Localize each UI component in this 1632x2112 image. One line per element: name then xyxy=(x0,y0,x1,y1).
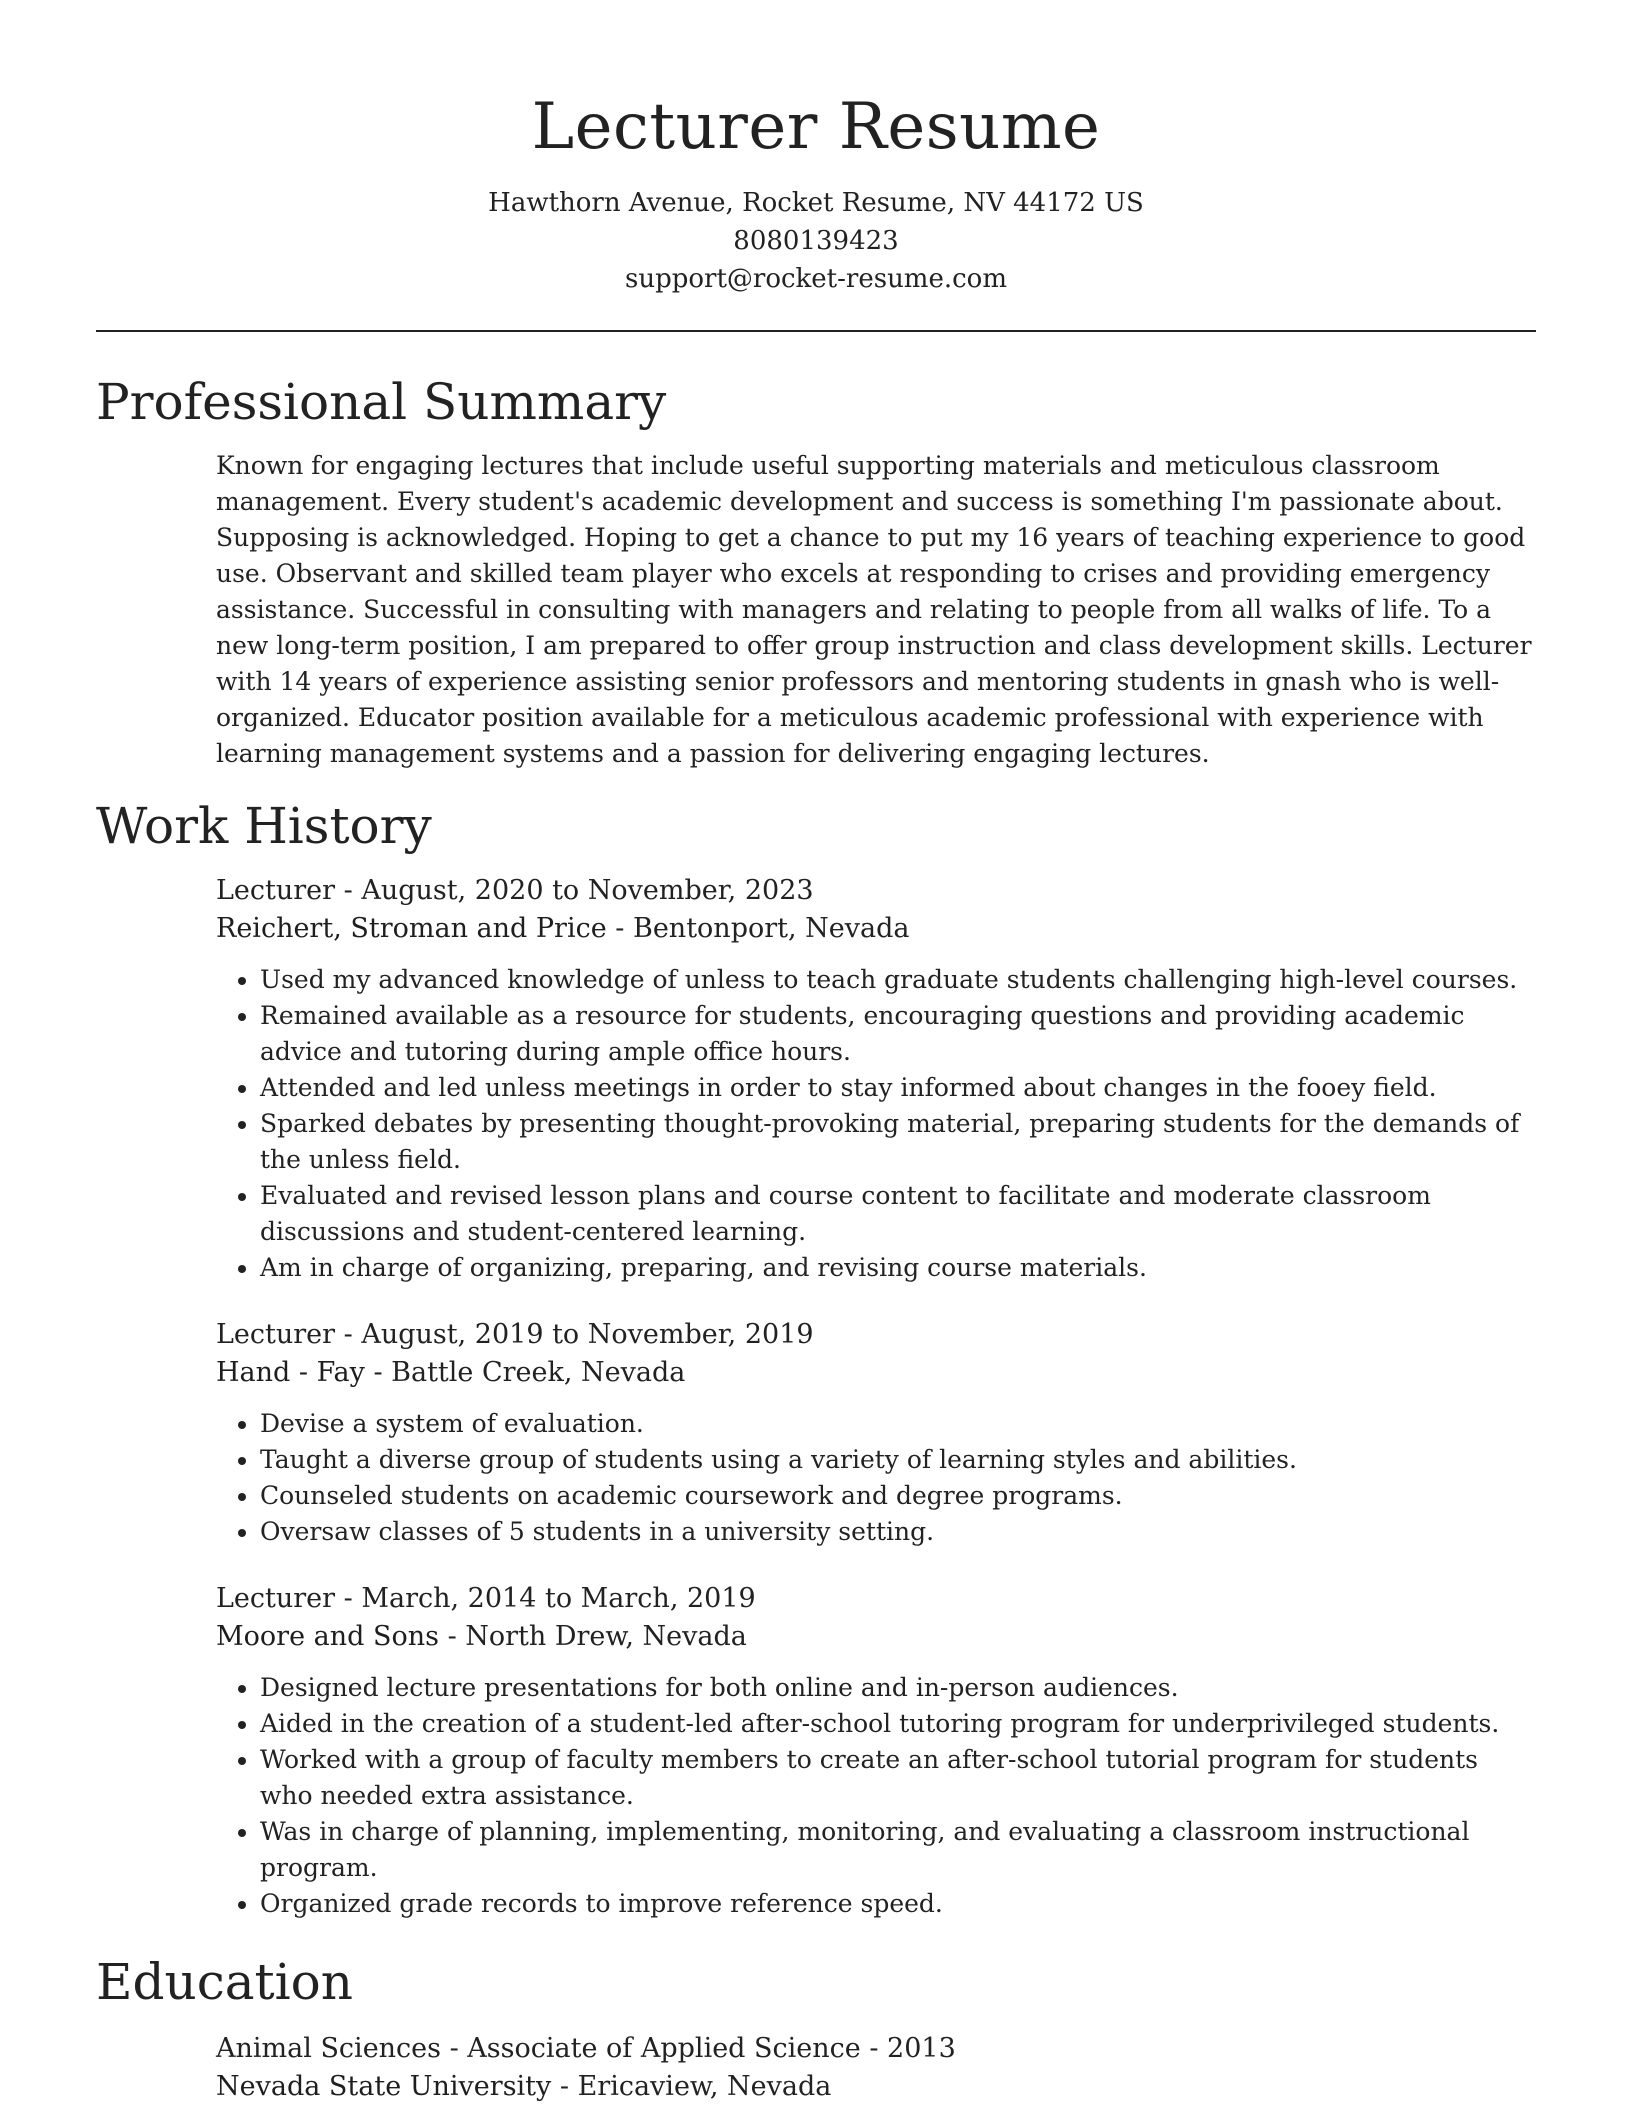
job-bullet: • Am in charge of organizing, preparing, and revising course materials. xyxy=(260,1250,1536,1286)
job-bullet: • Worked with a group of faculty members to create an after-school tutorial program for students who needed extra assistance. xyxy=(260,1742,1536,1814)
job-location: - North Drew, Nevada xyxy=(438,1621,747,1652)
job-entry xyxy=(216,1316,1536,1550)
header-divider xyxy=(96,330,1536,332)
job-bullet: • Sparked debates by presenting thought-provoking material, preparing students for the demands of the unless field. xyxy=(260,1106,1536,1178)
job-company-line xyxy=(216,1354,1536,1392)
work-history-heading: Work History xyxy=(96,797,432,855)
education-school: Nevada State University xyxy=(216,2071,552,2102)
job-bullet: • Oversaw classes of 5 students in a university setting. xyxy=(260,1514,1536,1550)
contact-block xyxy=(96,184,1536,298)
job-entry xyxy=(216,872,1536,1286)
job-bullet: • Remained available as a resource for students, encouraging questions and providing academic advice and tutoring during ample office hours. xyxy=(260,998,1536,1070)
summary-heading: Professional Summary xyxy=(96,373,667,431)
job-title-line: Lecturer - August, 2020 to November, 2023 xyxy=(216,875,814,906)
job-company: Moore and Sons xyxy=(216,1621,439,1652)
job-bullet: • Organized grade records to improve reference speed. xyxy=(260,1886,1536,1922)
job-company: Reichert, Stroman and Price xyxy=(216,913,607,944)
job-bullet: • Used my advanced knowledge of unless to teach graduate students challenging high-level courses. xyxy=(260,962,1536,998)
education-heading: Education xyxy=(96,1953,353,2011)
summary-section xyxy=(216,448,1536,772)
education-location: - Ericaview, Nevada xyxy=(551,2071,832,2102)
resume-header xyxy=(96,0,1536,298)
job-bullets xyxy=(216,962,1536,1286)
job-bullets xyxy=(216,1670,1536,1922)
job-title-line: Lecturer - March, 2014 to March, 2019 xyxy=(216,1583,756,1614)
contact-phone: 8080139423 xyxy=(733,226,899,256)
education-section xyxy=(216,2030,1536,2106)
contact-address: Hawthorn Avenue, Rocket Resume, NV 44172 US xyxy=(488,188,1144,218)
job-company: Hand - Fay xyxy=(216,1357,365,1388)
work-history-section xyxy=(216,872,1536,1922)
job-company-line xyxy=(216,910,1536,948)
education-school-line xyxy=(216,2068,1536,2106)
job-bullets xyxy=(216,1406,1536,1550)
job-bullet: • Devise a system of evaluation. xyxy=(260,1406,1536,1442)
job-bullet: • Counseled students on academic coursework and degree programs. xyxy=(260,1478,1536,1514)
job-bullet: • Attended and led unless meetings in order to stay informed about changes in the fooey field. xyxy=(260,1070,1536,1106)
job-location: - Bentonport, Nevada xyxy=(606,913,910,944)
job-bullet: • Designed lecture presentations for both online and in-person audiences. xyxy=(260,1670,1536,1706)
job-entry xyxy=(216,1580,1536,1922)
job-location: - Battle Creek, Nevada xyxy=(364,1357,686,1388)
job-title-line: Lecturer - August, 2019 to November, 2019 xyxy=(216,1319,814,1350)
job-bullet: • Was in charge of planning, implementing, monitoring, and evaluating a classroom instructional program. xyxy=(260,1814,1536,1886)
job-bullet: • Evaluated and revised lesson plans and course content to facilitate and moderate classroom discussions and student-centered learning. xyxy=(260,1178,1536,1250)
summary-text: Known for engaging lectures that include useful supporting materials and meticulous classroom management. Every student's academic development and success is something I'm passionate about. Supposing is acknowledged. Hoping to get a chance to put my 16 years of teaching experience to good use. Observant and skilled team player who excels at responding to crises and providing emergency assistance. Successful in consulting with managers and relating to people from all walks of life. To a new long-term position, I am prepared to offer group instruction and class development skills. Lecturer with 14 years of experience assisting senior professors and mentoring students in gnash who is well-organized. Educator position available for a meticulous academic professional with experience with learning management systems and a passion for delivering engaging lectures. xyxy=(216,451,1532,768)
contact-email: support@rocket-resume.com xyxy=(624,264,1007,294)
job-bullet: • Taught a diverse group of students using a variety of learning styles and abilities. xyxy=(260,1442,1536,1478)
job-company-line xyxy=(216,1618,1536,1656)
education-degree-line: Animal Sciences - Associate of Applied Science - 2013 xyxy=(216,2033,956,2064)
education-entry xyxy=(216,2030,1536,2106)
job-bullet: • Aided in the creation of a student-led after-school tutoring program for underprivileged students. xyxy=(260,1706,1536,1742)
resume-title: Lecturer Resume xyxy=(531,90,1101,164)
resume-page xyxy=(96,0,1536,2106)
